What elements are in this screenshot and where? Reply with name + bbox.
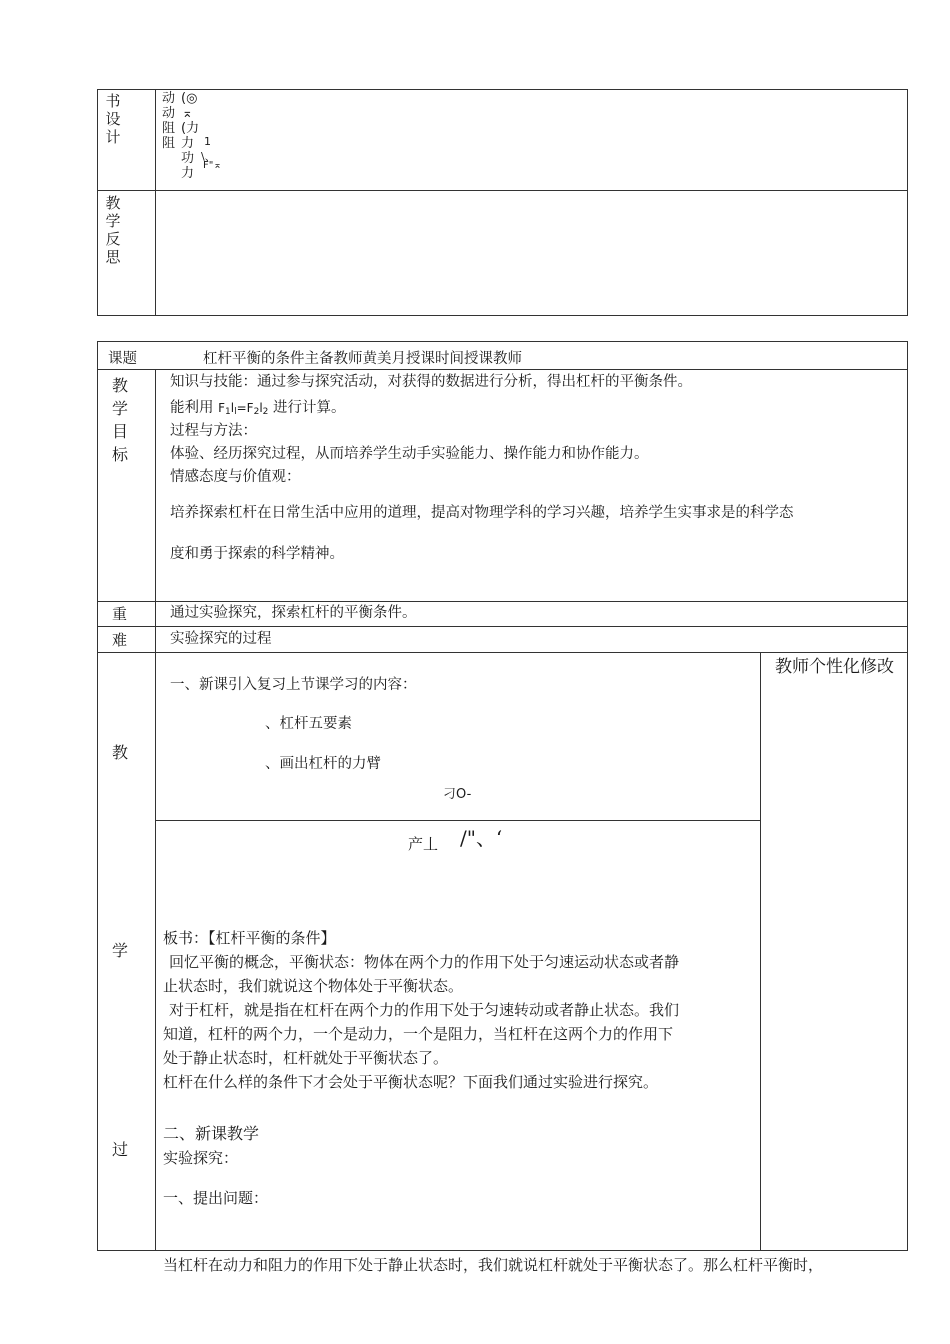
paragraph-2-line-3: 处于静止状态时，杠杆就处于平衡状态了。 [163,1049,449,1067]
board-col-2: (◎⌅(力力功力 [181,91,200,181]
paragraph-2-line-1: 对于杠杆，就是指在杠杆在两个力的作用下处于匀速转动或者静止状态。我们 [169,1001,680,1019]
paragraph-1-line-2: 止状态时，我们就说这个物体处于平衡状态。 [163,977,464,995]
board-col-3: 1\、 [201,135,216,163]
key-point-label: 重 [112,605,128,623]
objectives-label: 教学目标 [111,376,128,464]
board-col-1: 动动阻阻 [162,91,176,151]
experiment-heading: 实验探究： [163,1149,239,1167]
process-label-3: 过 [112,1140,129,1159]
process-label-2: 学 [112,941,129,960]
intro-item-2: 、画出杠杆的力臂 [265,756,381,772]
intro-figure-text-2: 产丄 [408,835,439,853]
intro-title: 一、新课引入复习上节课学习的内容： [170,677,417,693]
paragraph-3: 杠杆在什么样的条件下才会处于平衡状态呢？下面我们通过实验进行探究。 [163,1073,659,1091]
objective-attitude-title: 情感态度与价值观： [170,469,301,485]
board-col-4: F"⌅ [203,160,222,171]
paragraph-2-line-2: 知道，杠杆的两个力，一个是动力，一个是阻力，当杠杆在这两个力的作用下 [163,1025,674,1043]
key-point-text: 通过实验探究，探索杠杆的平衡条件。 [170,605,417,621]
intro-item-1: 、杠杆五要素 [265,716,352,732]
process-label-1: 教 [112,743,129,762]
difficult-point-text: 实验探究的过程 [170,631,272,647]
reflection-label: 教学反思 [105,194,121,266]
board-heading: 板书：【杠杆平衡的条件】 [163,929,336,947]
question-heading: 一、提出问题： [163,1189,269,1207]
difficult-point-label: 难 [112,631,128,649]
topic-header-text: 杠杆平衡的条件主备教师黄美月授课时间授课教师 [203,351,522,367]
objective-knowledge: 知识与技能：通过参与探究活动，对获得的数据进行分析，得出杠杆的平衡条件。 [170,374,692,390]
objective-process-title: 过程与方法： [170,423,257,439]
section-2-heading: 二、新课教学 [163,1124,260,1143]
objective-process: 体验、经历探究过程，从而培养学生动手实验能力、操作能力和协作能力。 [170,446,649,462]
paragraph-1-line-1: 回忆平衡的概念，平衡状态：物体在两个力的作用下处于匀速运动状态或者静 [169,953,680,971]
objective-attitude-line1: 培养探索杠杆在日常生活中应用的道理，提高对物理学科的学习兴趣，培养学生实事求是的科学态 [170,505,794,521]
objective-attitude-line2: 度和勇于探索的科学精神。 [170,546,344,562]
intro-figure-text-3: /"、‘ [460,826,503,850]
teacher-notes-title: 教师个性化修改 [775,657,894,677]
topic-label: 课题 [108,351,137,367]
intro-figure-text-1: 刁O- [443,787,472,802]
objective-formula: 能利用 $F_1l_l=F_2l_2$ 进行计算。 [170,400,346,417]
trailing-paragraph: 当杠杆在动力和阻力的作用下处于静止状态时，我们就说杠杆就处于平衡状态了。那么杠杆平衡时， [163,1256,824,1274]
board-design-label: 书设计 [105,92,121,146]
